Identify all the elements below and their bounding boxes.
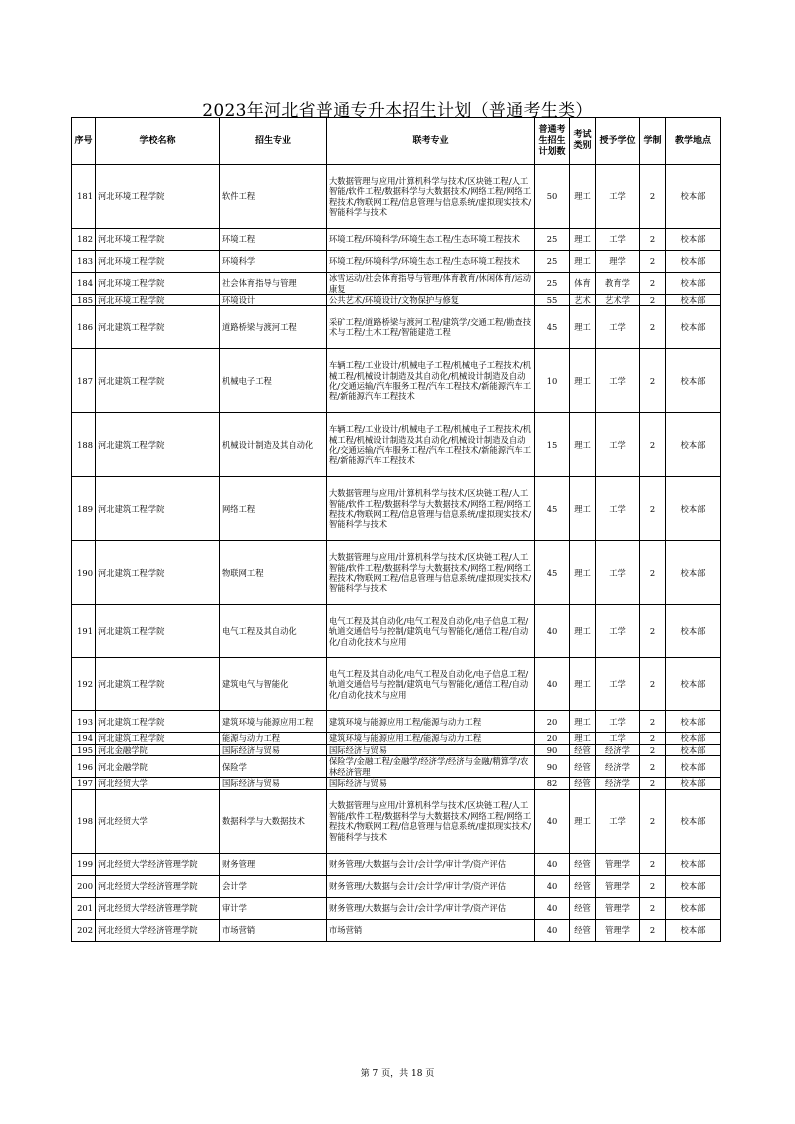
cell-seq: 182 (72, 229, 96, 251)
table-row (72, 413, 721, 477)
table-row (72, 349, 721, 413)
cell-quota: 40 (535, 897, 570, 919)
cell-quota: 45 (535, 477, 570, 541)
cell-exam: 建筑环境与能源应用工程/能源与动力工程 (327, 711, 535, 733)
cell-quota: 15 (535, 413, 570, 477)
cell-school: 河北建筑工程学院 (96, 413, 220, 477)
table-row (72, 251, 721, 273)
cell-seq: 202 (72, 919, 96, 941)
cell-exam: 采矿工程/道路桥梁与渡河工程/建筑学/交通工程/勘查技术与工程/土木工程/智能建造工程 (327, 306, 535, 349)
cell-seq: 201 (72, 897, 96, 919)
cell-major: 社会体育指导与管理 (220, 273, 327, 295)
table-row (72, 229, 721, 251)
cell-degree: 工学 (596, 711, 640, 733)
header-major: 招生专业 (220, 118, 327, 165)
cell-quota: 45 (535, 541, 570, 605)
cell-category: 理工 (570, 658, 596, 711)
cell-degree: 经济学 (596, 744, 640, 755)
cell-years: 2 (640, 306, 666, 349)
cell-seq: 184 (72, 273, 96, 295)
cell-exam: 电气工程及其自动化/电气工程及自动化/电子信息工程/轨道交通信号与控制/建筑电气与智能化/通信工程/自动化/自动化技术与应用 (327, 658, 535, 711)
cell-exam: 大数据管理与应用/计算机科学与技术/区块链工程/人工智能/软件工程/数据科学与大数据技术/网络工程/网络工程技术/物联网工程/信息管理与信息系统/虚拟现实技术/智能科学与技术 (327, 541, 535, 605)
cell-years: 2 (640, 789, 666, 853)
cell-exam: 环境工程/环境科学/环境生态工程/生态环境工程技术 (327, 229, 535, 251)
cell-school: 河北建筑工程学院 (96, 605, 220, 658)
cell-location: 校本部 (666, 711, 721, 733)
cell-location: 校本部 (666, 306, 721, 349)
cell-major: 物联网工程 (220, 541, 327, 605)
cell-exam: 车辆工程/工业设计/机械电子工程/机械电子工程技术/机械工程/机械设计制造及其自动化/机械设计制造及自动化/交通运输/汽车服务工程/汽车工程技术/新能源汽车工程/新能源汽车工程技术 (327, 349, 535, 413)
cell-seq: 183 (72, 251, 96, 273)
table-row (72, 897, 721, 919)
cell-school: 河北经贸大学经济管理学院 (96, 853, 220, 875)
cell-location: 校本部 (666, 295, 721, 306)
cell-location: 校本部 (666, 875, 721, 897)
cell-seq: 200 (72, 875, 96, 897)
cell-major: 道路桥梁与渡河工程 (220, 306, 327, 349)
cell-seq: 196 (72, 756, 96, 778)
cell-category: 理工 (570, 349, 596, 413)
cell-years: 2 (640, 229, 666, 251)
cell-category: 经管 (570, 853, 596, 875)
cell-quota: 90 (535, 744, 570, 755)
table-row (72, 733, 721, 744)
cell-location: 校本部 (666, 605, 721, 658)
cell-degree: 工学 (596, 541, 640, 605)
header-quota: 普通考生招生计划数 (535, 118, 570, 165)
cell-location: 校本部 (666, 273, 721, 295)
table-row (72, 744, 721, 755)
cell-category: 理工 (570, 229, 596, 251)
cell-seq: 198 (72, 789, 96, 853)
cell-major: 环境设计 (220, 295, 327, 306)
cell-location: 校本部 (666, 853, 721, 875)
table-row (72, 711, 721, 733)
cell-years: 2 (640, 875, 666, 897)
cell-degree: 工学 (596, 477, 640, 541)
cell-school: 河北建筑工程学院 (96, 658, 220, 711)
cell-degree: 工学 (596, 413, 640, 477)
cell-seq: 195 (72, 744, 96, 755)
cell-years: 2 (640, 744, 666, 755)
header-school: 学校名称 (96, 118, 220, 165)
cell-exam: 建筑环境与能源应用工程/能源与动力工程 (327, 733, 535, 744)
cell-school: 河北环境工程学院 (96, 295, 220, 306)
table-row (72, 875, 721, 897)
cell-category: 经管 (570, 778, 596, 789)
page-footer: 第 7 页，共 18 页 (360, 1069, 435, 1079)
cell-location: 校本部 (666, 413, 721, 477)
cell-years: 2 (640, 251, 666, 273)
cell-school: 河北建筑工程学院 (96, 349, 220, 413)
table-header-row (72, 118, 721, 165)
cell-major: 环境科学 (220, 251, 327, 273)
table-row (72, 306, 721, 349)
cell-seq: 199 (72, 853, 96, 875)
cell-quota: 25 (535, 273, 570, 295)
cell-location: 校本部 (666, 658, 721, 711)
cell-years: 2 (640, 165, 666, 229)
cell-category: 理工 (570, 605, 596, 658)
table-row (72, 605, 721, 658)
table-row (72, 756, 721, 778)
table-row (72, 477, 721, 541)
cell-degree: 管理学 (596, 875, 640, 897)
cell-location: 校本部 (666, 919, 721, 941)
cell-years: 2 (640, 477, 666, 541)
cell-exam: 车辆工程/工业设计/机械电子工程/机械电子工程技术/机械工程/机械设计制造及其自动化/机械设计制造及自动化/交通运输/汽车服务工程/汽车工程技术/新能源汽车工程/新能源汽车工程技术 (327, 413, 535, 477)
cell-location: 校本部 (666, 477, 721, 541)
cell-category: 艺术 (570, 295, 596, 306)
cell-years: 2 (640, 733, 666, 744)
cell-major: 审计学 (220, 897, 327, 919)
cell-years: 2 (640, 658, 666, 711)
cell-school: 河北环境工程学院 (96, 229, 220, 251)
cell-years: 2 (640, 897, 666, 919)
table-row (72, 165, 721, 229)
enrollment-plan-table (71, 117, 721, 942)
cell-exam: 环境工程/环境科学/环境生态工程/生态环境工程技术 (327, 251, 535, 273)
cell-category: 经管 (570, 897, 596, 919)
header-location: 教学地点 (666, 118, 721, 165)
page-title: 2023年河北省普通专升本招生计划（普通考生类） (202, 101, 593, 121)
cell-years: 2 (640, 605, 666, 658)
cell-degree: 工学 (596, 733, 640, 744)
cell-category: 经管 (570, 875, 596, 897)
cell-quota: 40 (535, 875, 570, 897)
cell-major: 能源与动力工程 (220, 733, 327, 744)
cell-years: 2 (640, 919, 666, 941)
cell-category: 理工 (570, 541, 596, 605)
cell-seq: 189 (72, 477, 96, 541)
cell-years: 2 (640, 349, 666, 413)
cell-degree: 工学 (596, 658, 640, 711)
cell-years: 2 (640, 711, 666, 733)
cell-degree: 理学 (596, 251, 640, 273)
cell-degree: 工学 (596, 229, 640, 251)
cell-quota: 40 (535, 789, 570, 853)
cell-degree: 经济学 (596, 756, 640, 778)
cell-exam: 市场营销 (327, 919, 535, 941)
cell-exam: 国际经济与贸易 (327, 744, 535, 755)
cell-school: 河北建筑工程学院 (96, 711, 220, 733)
cell-quota: 50 (535, 165, 570, 229)
header-exam: 联考专业 (327, 118, 535, 165)
cell-quota: 40 (535, 658, 570, 711)
cell-quota: 40 (535, 919, 570, 941)
cell-degree: 工学 (596, 605, 640, 658)
cell-years: 2 (640, 778, 666, 789)
cell-quota: 90 (535, 756, 570, 778)
cell-exam: 大数据管理与应用/计算机科学与技术/区块链工程/人工智能/软件工程/数据科学与大数据技术/网络工程/网络工程技术/物联网工程/信息管理与信息系统/虚拟现实技术/智能科学与技术 (327, 165, 535, 229)
cell-quota: 20 (535, 733, 570, 744)
cell-quota: 40 (535, 853, 570, 875)
cell-major: 建筑电气与智能化 (220, 658, 327, 711)
cell-school: 河北环境工程学院 (96, 251, 220, 273)
cell-exam: 国际经济与贸易 (327, 778, 535, 789)
cell-category: 理工 (570, 413, 596, 477)
cell-seq: 191 (72, 605, 96, 658)
cell-degree: 经济学 (596, 778, 640, 789)
cell-category: 理工 (570, 306, 596, 349)
cell-degree: 工学 (596, 789, 640, 853)
cell-exam: 财务管理/大数据与会计/会计学/审计学/资产评估 (327, 853, 535, 875)
cell-school: 河北建筑工程学院 (96, 306, 220, 349)
cell-school: 河北建筑工程学院 (96, 477, 220, 541)
cell-school: 河北经贸大学经济管理学院 (96, 897, 220, 919)
cell-major: 环境工程 (220, 229, 327, 251)
cell-quota: 55 (535, 295, 570, 306)
cell-years: 2 (640, 295, 666, 306)
cell-school: 河北经贸大学经济管理学院 (96, 919, 220, 941)
cell-location: 校本部 (666, 744, 721, 755)
cell-major: 电气工程及其自动化 (220, 605, 327, 658)
cell-degree: 管理学 (596, 897, 640, 919)
cell-seq: 192 (72, 658, 96, 711)
cell-location: 校本部 (666, 349, 721, 413)
cell-major: 机械设计制造及其自动化 (220, 413, 327, 477)
cell-category: 理工 (570, 251, 596, 273)
cell-location: 校本部 (666, 251, 721, 273)
cell-years: 2 (640, 541, 666, 605)
cell-category: 理工 (570, 165, 596, 229)
cell-location: 校本部 (666, 165, 721, 229)
cell-quota: 20 (535, 711, 570, 733)
cell-major: 软件工程 (220, 165, 327, 229)
table-row (72, 295, 721, 306)
cell-category: 经管 (570, 756, 596, 778)
cell-degree: 工学 (596, 349, 640, 413)
cell-degree: 工学 (596, 165, 640, 229)
cell-school: 河北金融学院 (96, 756, 220, 778)
cell-location: 校本部 (666, 229, 721, 251)
cell-major: 国际经济与贸易 (220, 778, 327, 789)
cell-exam: 电气工程及其自动化/电气工程及自动化/电子信息工程/轨道交通信号与控制/建筑电气与智能化/通信工程/自动化/自动化技术与应用 (327, 605, 535, 658)
cell-school: 河北经贸大学经济管理学院 (96, 875, 220, 897)
cell-seq: 186 (72, 306, 96, 349)
cell-seq: 188 (72, 413, 96, 477)
cell-school: 河北金融学院 (96, 744, 220, 755)
cell-exam: 公共艺术/环境设计/文物保护与修复 (327, 295, 535, 306)
header-category: 考试类别 (570, 118, 596, 165)
cell-category: 理工 (570, 733, 596, 744)
cell-location: 校本部 (666, 897, 721, 919)
table-row (72, 919, 721, 941)
header-seq: 序号 (72, 118, 96, 165)
table-row (72, 853, 721, 875)
cell-location: 校本部 (666, 541, 721, 605)
cell-quota: 40 (535, 605, 570, 658)
cell-years: 2 (640, 413, 666, 477)
cell-years: 2 (640, 273, 666, 295)
cell-degree: 管理学 (596, 853, 640, 875)
cell-location: 校本部 (666, 733, 721, 744)
cell-seq: 197 (72, 778, 96, 789)
cell-major: 建筑环境与能源应用工程 (220, 711, 327, 733)
cell-exam: 财务管理/大数据与会计/会计学/审计学/资产评估 (327, 875, 535, 897)
cell-exam: 大数据管理与应用/计算机科学与技术/区块链工程/人工智能/软件工程/数据科学与大数据技术/网络工程/网络工程技术/物联网工程/信息管理与信息系统/虚拟现实技术/智能科学与技术 (327, 789, 535, 853)
cell-major: 保险学 (220, 756, 327, 778)
cell-category: 体育 (570, 273, 596, 295)
cell-location: 校本部 (666, 756, 721, 778)
header-years: 学制 (640, 118, 666, 165)
cell-category: 经管 (570, 744, 596, 755)
cell-exam: 保险学/金融工程/金融学/经济学/经济与金融/精算学/农林经济管理 (327, 756, 535, 778)
cell-major: 网络工程 (220, 477, 327, 541)
cell-exam: 财务管理/大数据与会计/会计学/审计学/资产评估 (327, 897, 535, 919)
cell-years: 2 (640, 853, 666, 875)
cell-quota: 25 (535, 251, 570, 273)
table-row (72, 789, 721, 853)
cell-degree: 艺术学 (596, 295, 640, 306)
header-degree: 授予学位 (596, 118, 640, 165)
cell-school: 河北建筑工程学院 (96, 541, 220, 605)
cell-school: 河北环境工程学院 (96, 273, 220, 295)
table-row (72, 541, 721, 605)
cell-quota: 82 (535, 778, 570, 789)
cell-school: 河北经贸大学 (96, 789, 220, 853)
cell-seq: 194 (72, 733, 96, 744)
cell-location: 校本部 (666, 778, 721, 789)
cell-major: 数据科学与大数据技术 (220, 789, 327, 853)
cell-category: 经管 (570, 919, 596, 941)
cell-seq: 193 (72, 711, 96, 733)
cell-degree: 教育学 (596, 273, 640, 295)
cell-category: 理工 (570, 711, 596, 733)
cell-major: 财务管理 (220, 853, 327, 875)
cell-quota: 10 (535, 349, 570, 413)
cell-major: 市场营销 (220, 919, 327, 941)
table-row (72, 778, 721, 789)
cell-seq: 185 (72, 295, 96, 306)
cell-years: 2 (640, 756, 666, 778)
cell-school: 河北建筑工程学院 (96, 733, 220, 744)
cell-quota: 45 (535, 306, 570, 349)
cell-school: 河北经贸大学 (96, 778, 220, 789)
cell-seq: 181 (72, 165, 96, 229)
cell-exam: 冰雪运动/社会体育指导与管理/体育教育/休闲体育/运动康复 (327, 273, 535, 295)
cell-location: 校本部 (666, 789, 721, 853)
cell-seq: 187 (72, 349, 96, 413)
cell-exam: 大数据管理与应用/计算机科学与技术/区块链工程/人工智能/软件工程/数据科学与大数据技术/网络工程/网络工程技术/物联网工程/信息管理与信息系统/虚拟现实技术/智能科学与技术 (327, 477, 535, 541)
cell-degree: 管理学 (596, 919, 640, 941)
cell-category: 理工 (570, 789, 596, 853)
cell-school: 河北环境工程学院 (96, 165, 220, 229)
cell-quota: 25 (535, 229, 570, 251)
cell-major: 会计学 (220, 875, 327, 897)
cell-major: 机械电子工程 (220, 349, 327, 413)
cell-seq: 190 (72, 541, 96, 605)
table-row (72, 658, 721, 711)
table-row (72, 273, 721, 295)
cell-category: 理工 (570, 477, 596, 541)
cell-major: 国际经济与贸易 (220, 744, 327, 755)
cell-degree: 工学 (596, 306, 640, 349)
